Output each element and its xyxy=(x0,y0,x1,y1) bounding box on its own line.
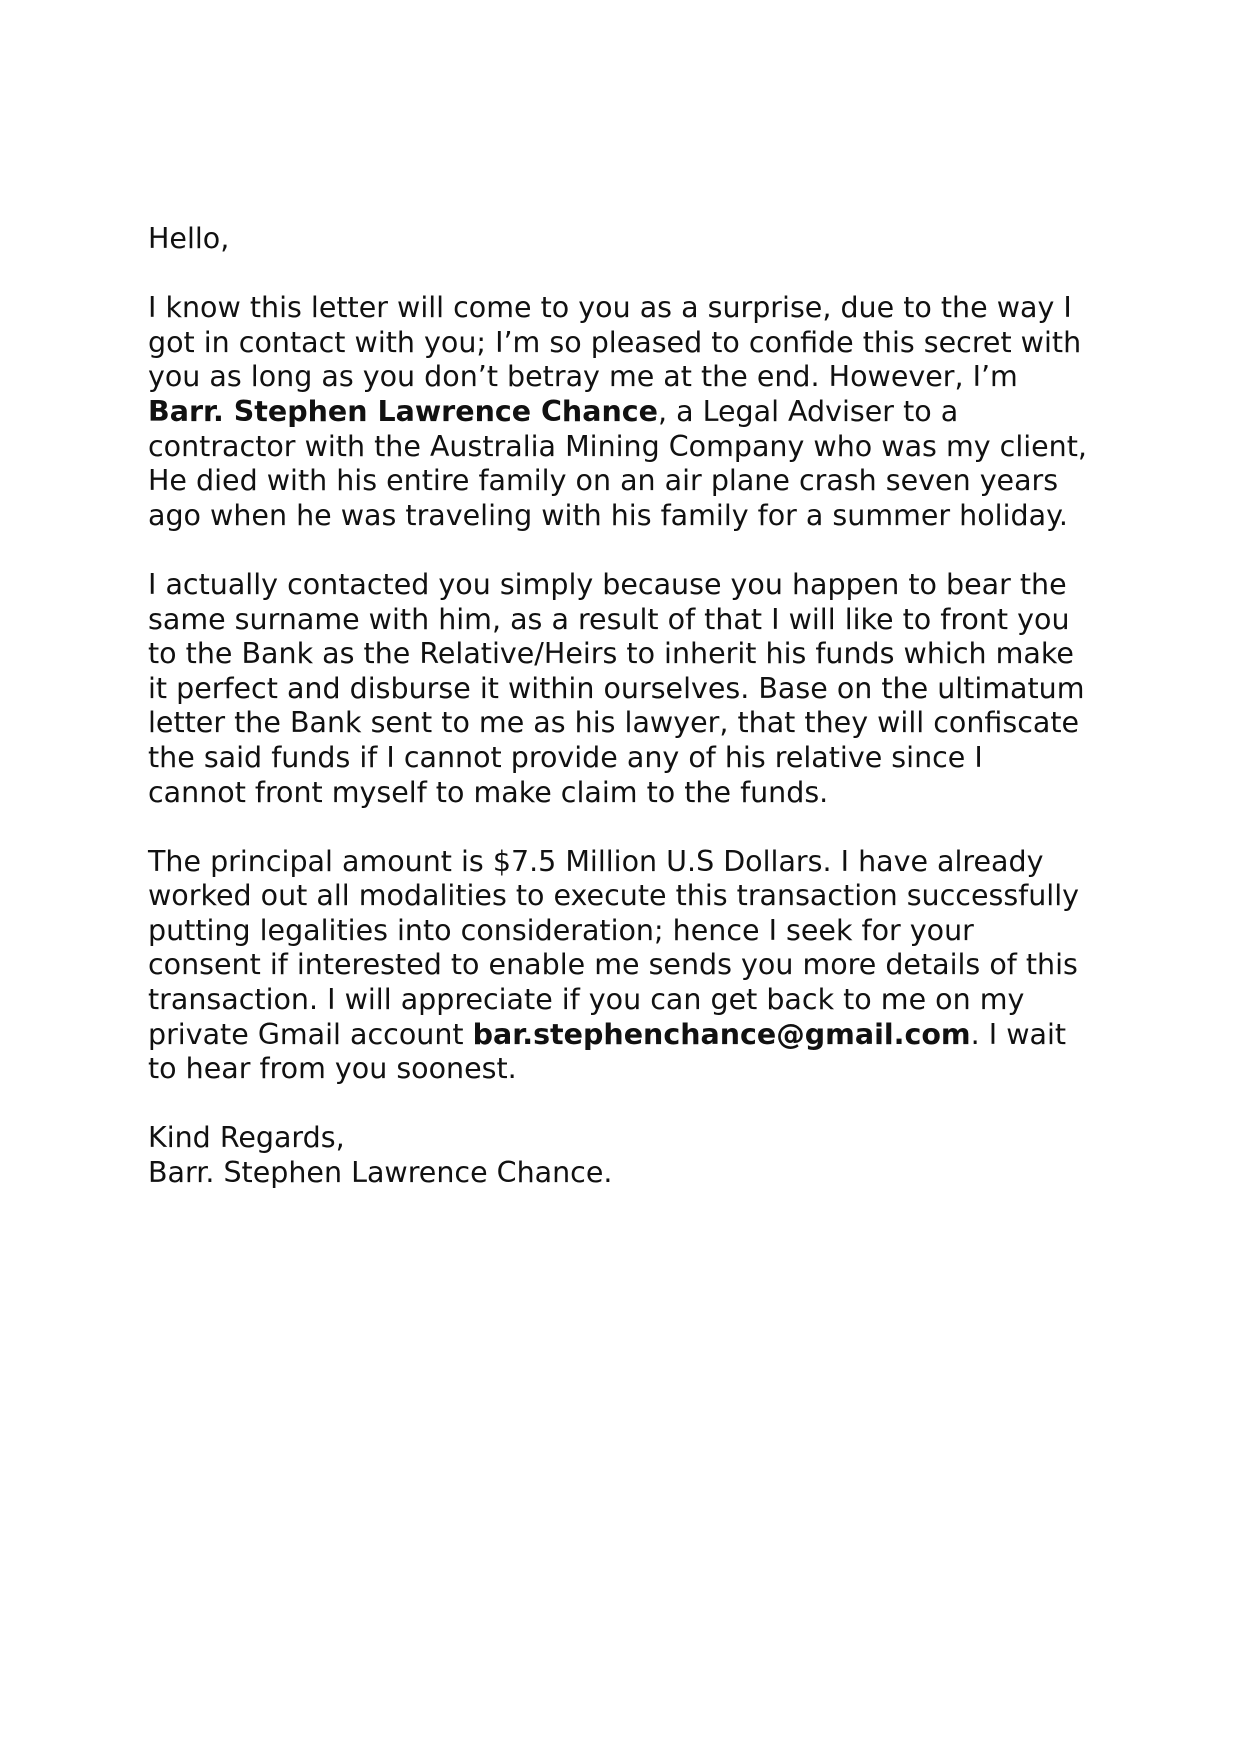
text-line: to the Bank as the Relative/Heirs to inherit his funds which make xyxy=(148,637,1074,671)
text-line: got in contact with you; I’m so pleased to confide this secret with xyxy=(148,325,1082,359)
text-line: putting legalities into consideration; hence I seek for your xyxy=(148,913,974,947)
text-line: , a Legal Adviser to a xyxy=(657,394,959,428)
paragraph-proposal xyxy=(148,568,1098,810)
text-line: same surname with him, as a result of that I will like to front you xyxy=(148,602,1070,636)
letter-body xyxy=(148,222,1098,1191)
paragraph-amount xyxy=(148,845,1098,1087)
email-address-bold: bar.stephenchance@gmail.com xyxy=(472,1017,971,1051)
paragraph-intro xyxy=(148,291,1098,533)
closing-block xyxy=(148,1121,1098,1190)
text-line: to hear from you soonest. xyxy=(148,1052,517,1086)
text-line: private Gmail account xyxy=(148,1017,473,1051)
text-line: I know this letter will come to you as a surprise, due to the way I xyxy=(148,291,1072,325)
sender-name-bold: Barr. Stephen Lawrence Chance xyxy=(148,394,658,428)
closing: Kind Regards, xyxy=(148,1121,345,1155)
text-line: cannot front myself to make claim to the funds. xyxy=(148,775,829,809)
text-line: you as long as you don’t betray me at the end. However, I’m xyxy=(148,360,1018,394)
text-line: The principal amount is $7.5 Million U.S Dollars. I have already xyxy=(148,844,1044,878)
text-line: worked out all modalities to execute this transaction successfully xyxy=(148,879,1079,913)
text-line: letter the Bank sent to me as his lawyer, that they will confiscate xyxy=(148,706,1080,740)
text-line: transaction. I will appreciate if you can get back to me on my xyxy=(148,983,1025,1017)
text-line: I actually contacted you simply because you happen to bear the xyxy=(148,567,1067,601)
text-line: contractor with the Australia Mining Company who was my client, xyxy=(148,429,1087,463)
text-line: the said funds if I cannot provide any of his relative since I xyxy=(148,740,983,774)
signature: Barr. Stephen Lawrence Chance. xyxy=(148,1156,613,1190)
greeting xyxy=(148,222,1098,257)
text-line: . I wait xyxy=(970,1017,1067,1051)
greeting-text: Hello, xyxy=(148,222,230,255)
text-line: it perfect and disburse it within ourselves. Base on the ultimatum xyxy=(148,671,1085,705)
text-line: consent if interested to enable me sends you more details of this xyxy=(148,948,1078,982)
text-line: ago when he was traveling with his family for a summer holiday. xyxy=(148,498,1068,532)
text-line: He died with his entire family on an air plane crash seven years xyxy=(148,464,1059,498)
